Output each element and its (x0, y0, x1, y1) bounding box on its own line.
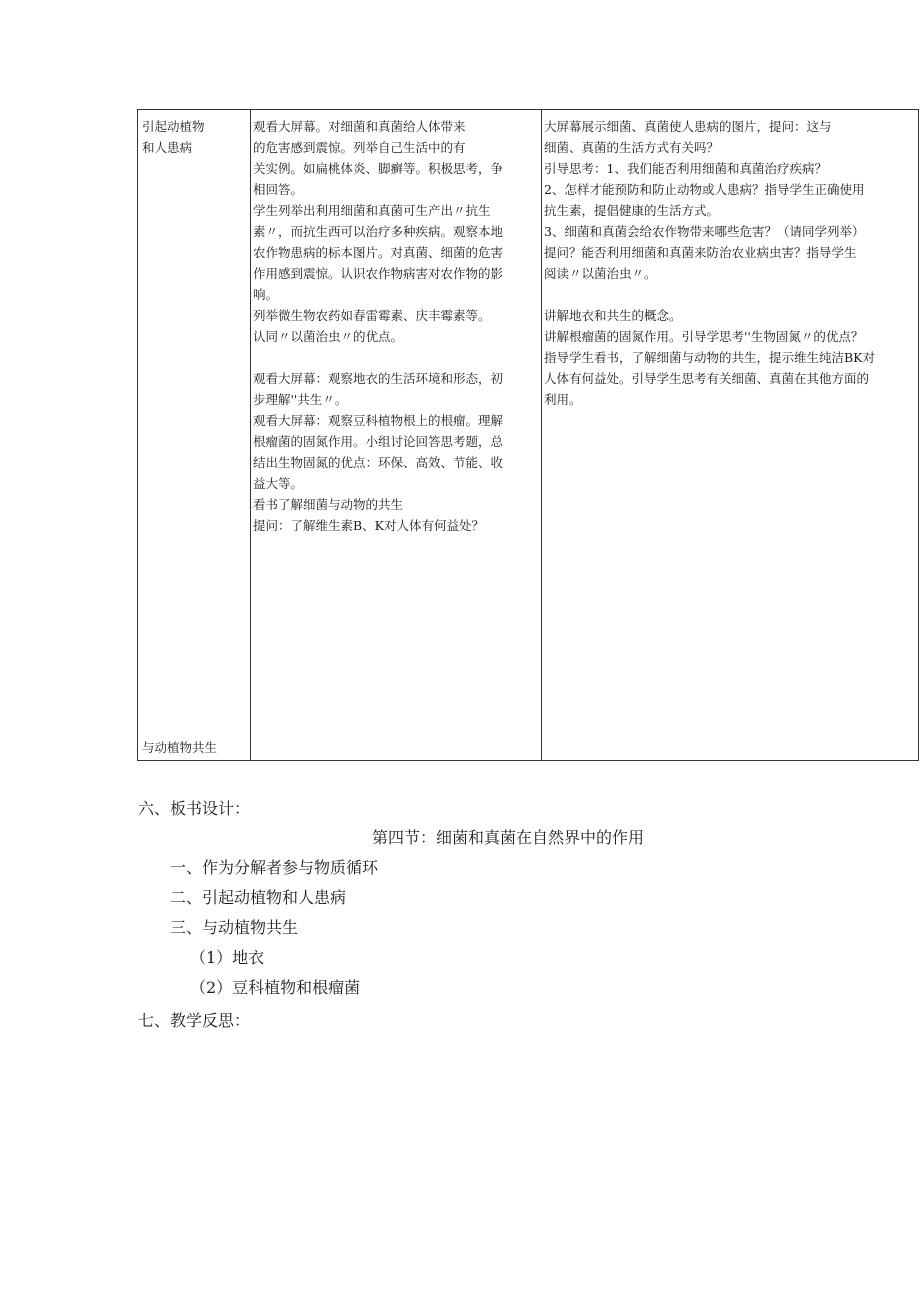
teacher-activity-line: 讲解地衣和共生的概念。 (544, 308, 682, 323)
student-activity-line: 益大等。 (253, 476, 304, 491)
board-title: 第四节：细菌和真菌在自然界中的作用 (372, 828, 645, 847)
topic-cell (138, 110, 251, 761)
teacher-activity-line: 引导思考：1、我们能否利用细菌和真菌治疗疾病？ (544, 161, 827, 176)
teacher-activity-line: 指导学生看书，了解细菌与动物的共生，提示维生纯洁BK对 (544, 350, 876, 365)
student-activity-cell (251, 110, 542, 761)
teacher-activity-line: 讲解根瘤菌的固氮作用。引导学思考''生物固氮〃的优点？ (544, 329, 864, 344)
teacher-activity-line: 大屏幕展示细菌、真菌使人患病的图片，提问：这与 (544, 119, 832, 134)
topic-bottom-label: 与动植物共生 (142, 740, 218, 755)
teacher-activity-line: 利用。 (544, 392, 582, 407)
board-subitem-legume: （2）豆科植物和根瘤菌 (190, 978, 361, 997)
student-activity-line: 认同〃以菌治虫〃的优点。 (253, 329, 404, 344)
topic-line: 引起动植物 (142, 119, 205, 134)
teacher-activity-line: 阅读〃以菌治虫〃。 (544, 266, 657, 281)
teacher-activity-line: 提问？能否利用细菌和真菌来防治农业病虫害？指导学生 (544, 245, 857, 260)
student-activity-line: 观看大屏幕。对细菌和真菌给人体带来 (253, 119, 466, 134)
teacher-activity-line: 细菌、真菌的生活方式有关吗？ (544, 140, 720, 155)
board-item-3: 三、与动植物共生 (170, 918, 299, 937)
section-board-design-heading: 六、板书设计： (138, 799, 251, 818)
teacher-activity-line: 抗生素，提倡健康的生活方式。 (544, 203, 720, 218)
student-activity-line: 列举微生物农药如春雷霉素、庆丰霉素等。 (253, 308, 491, 323)
student-activity-line: 的危害感到震惊。列举自己生活中的有 (253, 140, 466, 155)
student-activity-line: 根瘤菌的固氮作用。小组讨论回答思考题，总 (253, 434, 504, 449)
student-activity-line: 观看大屏幕：观察豆科植物根上的根瘤。理解 (253, 413, 504, 428)
board-subitem-lichen: （1）地衣 (190, 948, 265, 967)
section-reflection-heading: 七、教学反思： (138, 1011, 251, 1030)
board-item-1: 一、作为分解者参与物质循环 (170, 858, 379, 877)
student-activity-line: 作用感到震惊。认识农作物病害对农作物的影 (253, 266, 504, 281)
student-activity-line: 农作物患病的标本图片。对真菌、细菌的危害 (253, 245, 504, 260)
teacher-activity-line: 人体有何益处。引导学生思考有关细菌、真菌在其他方面的 (544, 371, 870, 386)
student-activity-line: 相回答。 (253, 182, 304, 197)
student-activity-line: 学生列举出利用细菌和真菌可生产出〃抗生 (253, 203, 491, 218)
student-activity-line: 结出生物固氮的优点：环保、高效、节能、收 (253, 455, 504, 470)
student-activity-line: 观看大屏幕：观察地衣的生活环境和形态，初 (253, 371, 504, 386)
student-activity-line: 响。 (253, 287, 279, 302)
teacher-activity-line (544, 284, 918, 305)
student-activity-line (253, 347, 537, 368)
lesson-table (137, 109, 919, 761)
student-activity-line: 提问：了解维生素B、K对人体有何益处？ (253, 518, 485, 533)
topic-line: 和人患病 (142, 140, 193, 155)
teacher-activity-line: 3、细菌和真菌会给农作物带来哪些危害？（请同学列举） (544, 224, 865, 239)
teacher-activity-line: 2、怎样才能预防和防止动物或人患病？指导学生正确使用 (544, 182, 865, 197)
student-activity-line: 关实例。如扁桃体炎、脚癣等。积极思考，争 (253, 161, 504, 176)
student-activity-line: 看书了解细菌与动物的共生 (253, 497, 404, 512)
student-activity-line: 步理解''共生〃。 (253, 392, 348, 407)
teacher-activity-cell (542, 110, 919, 761)
student-activity-line: 素〃，而抗生西可以治疗多种疾病。观察本地 (253, 224, 504, 239)
board-item-2: 二、引起动植物和人患病 (170, 888, 347, 907)
table-row (138, 110, 919, 761)
